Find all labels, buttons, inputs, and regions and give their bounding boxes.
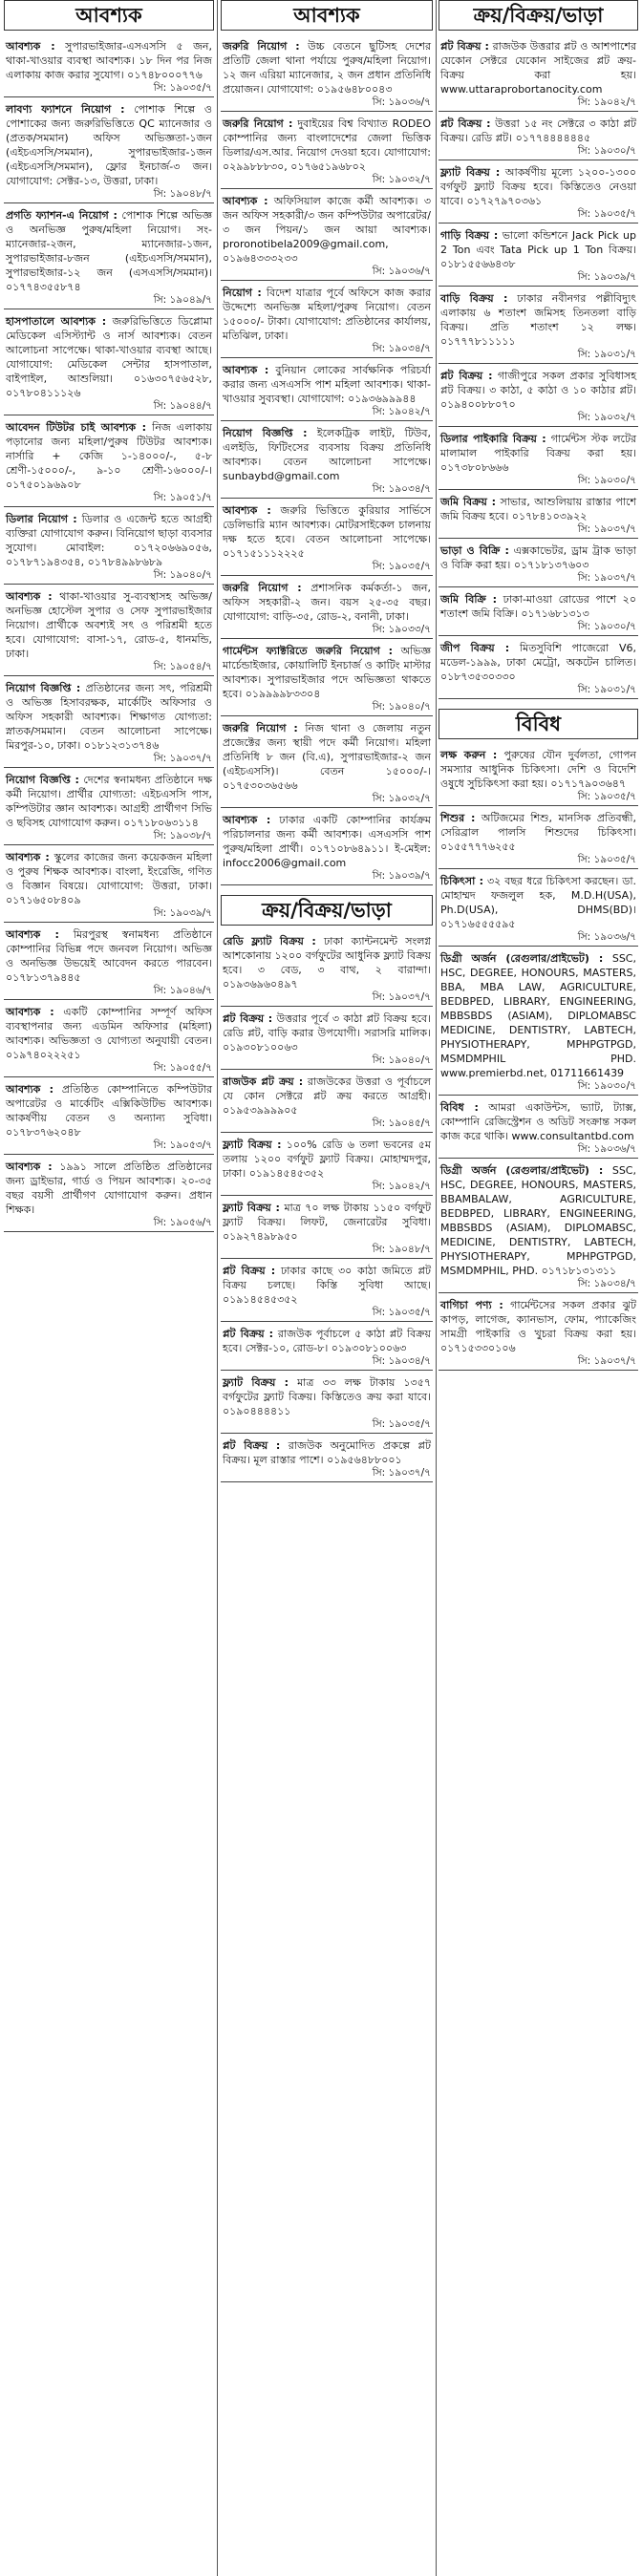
- section-header: আবশ্যক: [221, 0, 433, 31]
- ad-lead: আবশ্যক :: [6, 40, 55, 53]
- ad-reference: সি: ১৯০৪৯/৭: [153, 294, 212, 306]
- ad-lead: বিবিধ :: [440, 1101, 479, 1114]
- classified-ad: [221, 189, 433, 281]
- classified-ad: [439, 947, 638, 1096]
- ad-text: পুরুষের যৌন দুর্বলতা, গোপন সমস্যার আধুনিক চিকিৎসা। দেশি ও বিদেশি ওষুধে সুচিকিৎসা করা হয়। ০১৭১৭৯০৩৬৪৭: [440, 749, 636, 790]
- ad-text: ৩২ বছর ধরে চিকিৎসা করছেন। ডা. মোহাম্মদ ফজলুল হক, M.D.H(USA), Ph.D(USA), DHMS(BD)। ০১৭১৬৫৫৫৫৯৫: [440, 875, 637, 930]
- ad-text: গার্মেন্টসের সকল প্রকার ঝুট কাপড়, লাগেজ, ক্যানভাস, ফোম, প্যাকেজিং সামগ্রী পাইকারি ও খুচরা বিক্রয় করা হয়। ০১৭১৫৩৩০১০৬: [440, 1299, 636, 1354]
- ad-lead: গাড়ি বিক্রয় :: [440, 229, 499, 242]
- ad-text: বুনিয়ান লোকের সার্বক্ষনিক পরিচর্যা করার জন্য এসএসসি পাশ মহিলা আবশ্যক। থাকা-খাওয়ার সুব্যবস্থা। যোগাযোগ: ০১৯৩৬৯৯৯৪৪: [223, 364, 432, 405]
- ad-reference: সি: ১৯০৩৭/৭: [153, 753, 212, 764]
- ad-lead: প্লট বিক্রয় :: [223, 1328, 274, 1340]
- classified-ad: [221, 1371, 433, 1434]
- classified-ad: [4, 1155, 214, 1232]
- classified-ad: [4, 34, 214, 97]
- ad-text: ঢাকার কাছে ৩০ কাঠা জমিতে প্লট বিক্রয় চলছে। কিস্তি সুবিধা আছে। ০১৯১৪৫৪৫৩৫২: [223, 1265, 431, 1306]
- classified-ad: [439, 806, 638, 869]
- ad-lead: নিয়োগ বিজ্ঞপ্তি :: [6, 682, 81, 694]
- ad-text: পোশাক শিল্পে অভিজ্ঞ ও অনভিজ্ঞ পুরুষ/মহিলা নিয়োগ। সং-ম্যানেজার-২জন, ম্যানেজার-১জন, সুপারভাইজার-৮জন (এইচএসসি/সমমান), সুপারভাইজার-১২ জন (এসএসসি/সমমান)। ০১৭৭৪৩৫৫৮৭৪: [6, 209, 212, 293]
- ad-text: রাজউক পূর্বাচলে ৫ কাঠা প্লট বিক্রয় হবে। সেক্টর-১০, রোড-৮। ০১৯৩০৮১০০৬৩: [223, 1328, 431, 1354]
- ad-text: একটি কোম্পানির সম্পূর্ণ অফিস ব্যবস্থাপনার জন্য এডমিন অফিসার (মহিলা) আবশ্যক। অভিজ্ঞতা ও যোগ্যতা অনুযায়ী বেতন। ০১৯৭৪০২২২৫১: [6, 1006, 212, 1061]
- ad-text: উত্তরা ১৫ নং সেক্টরে ৩ কাঠা প্লট বিক্রয়। রেডি প্লট। ০১৭৭৪৪৪৪৪৪৫: [440, 117, 636, 144]
- column-1: [4, 0, 214, 1242]
- ad-text: সাভার, আশুলিয়ায় রাস্তার পাশে জমি বিক্রয় হবে। ০১৭৮৪১০৩৯২২: [440, 496, 636, 522]
- ad-lead: বাগিচা পণ্য :: [440, 1299, 503, 1311]
- classified-ad: [221, 1070, 433, 1133]
- ad-lead: আবশ্যক :: [6, 590, 53, 603]
- ad-reference: সি: ১৯০৪৮/৭: [153, 188, 212, 200]
- ad-text: SSC, HSC, DEGREE, HONOURS, MASTERS, BBAMBALAW, AGRICULTURE, BEDBPED, LIBRARY, ENGINEERING, MBBSBDS (ASIAM), DIPLOMABSC, MEDICINE, DENTISTRY, LABTECH, PHYSIOTHERAPY, MPHPGTPGD, MSMDMPHIL, PHD. ০১৭১৮১৩১৩১১: [440, 1164, 636, 1277]
- ad-reference: সি: ১৯০৩৪/৭: [372, 1355, 431, 1367]
- ad-lead: ফ্ল্যাট বিক্রয় :: [223, 1139, 282, 1151]
- ad-text: মাত্র ৭০ লক্ষ টাকায় ১১৫০ বর্গফুট ফ্ল্যাট বিক্রয়। লিফট, জেনারেটর সুবিধা। ০১৯২৭৪৯৮৯৫০: [223, 1202, 431, 1243]
- classified-ad: [221, 1434, 433, 1482]
- ad-text: স্কুলের কাজের জন্য কয়েকজন মহিলা ও পুরুষ শিক্ষক আবশ্যক। বাংলা, ইংরেজি, গণিত ও বিজ্ঞান বিষয়ে। যোগাযোগ: উত্তরা, ঢাকা। ০১৭১৬৫০৮৪০৯: [6, 851, 213, 906]
- classified-ad: [221, 112, 433, 189]
- column-3: [439, 0, 638, 1380]
- ad-text: গাজীপুরে সকল প্রকার সুবিধাসহ প্লট বিক্রয়। ৩ কাঠা, ৫ কাঠা ও ১০ কাঠার প্লট। ০১৯৪০০৮৮০৭০: [440, 370, 636, 411]
- classified-ad: [4, 309, 214, 415]
- classified-ad: [439, 34, 638, 112]
- ad-reference: সি: ১৯০৪২/৭: [372, 406, 431, 417]
- ad-reference: সি: ১৯০৩৫/৭: [153, 82, 212, 94]
- classified-ad: [439, 587, 638, 636]
- section-header: ক্রয়/বিক্রয়/ভাড়া: [221, 895, 433, 926]
- ad-text: ডিলার ও এজেন্ট হতে আগ্রহী ব্যক্তিরা যোগাযোগ করুন। বিনিয়োগ ছাড়া ব্যবসার সুযোগ। মোবাইল: ০১৭২০৬৬৯০৫৬, ০১৭৮৭১৯৪৩৫৪, ০১৭৮৪৯৯৮৬৮৯: [6, 513, 213, 568]
- classified-ad: [4, 507, 214, 585]
- ad-text: রাজউক উত্তরার প্লট ও আশপাশের যেকোন সেক্টরে যেকোন সাইজের প্লট ক্রয়-বিক্রয় করা হয়। www.uttaraprobortanocity.com: [440, 40, 637, 96]
- ad-reference: সি: ১৯০৩৭/৭: [577, 1355, 636, 1367]
- ad-reference: সি: ১৯০৩৭/৭: [372, 991, 431, 1003]
- ad-text: উত্তরার পূর্বে ৩ কাঠা প্লট বিক্রয় হবে। রেডি প্লট, বাড়ি করার উপযোগী। সরাসরি মালিক। ০১৯৩০৮১০০৬৩: [223, 1012, 431, 1054]
- ad-text: প্রশাসনিক কর্মকর্তা-১ জন, অফিস সহকারী-২ জন। বয়স ২৫-৩৫ বছর। যোগাযোগ: বাড়ি-৩৫, রোড-২, বনানী, ঢাকা।: [223, 582, 431, 623]
- ad-text: অটিজমের শিশু, মানসিক প্রতিবন্ধী, সেরিব্রাল পালসি শিশুদের চিকিৎসা। ০১৫৫৭৭৭৬২৫৫: [440, 812, 637, 853]
- classified-ad: [221, 281, 433, 358]
- ad-text: ঢাকা ক্যান্টনমেন্ট সংলগ্ন আশকোনায় ১২০০ বর্গফুটের আধুনিক ফ্ল্যাট বিক্রয় হবে। ৩ বেড, ৩ বাথ, ২ বারান্দা। ০১৯৩৬৯৬০৪৯৭: [223, 935, 432, 990]
- ad-reference: সি: ১৯০৩০/৭: [577, 145, 636, 157]
- ad-reference: সি: ১৯০৪০/৭: [153, 569, 212, 581]
- ad-reference: সি: ১৯০৪২/৭: [372, 1181, 431, 1192]
- classified-ad: [221, 1322, 433, 1371]
- ad-lead: ডিগ্রী অর্জন (রেগুলার/প্রাইভেট) :: [440, 1164, 604, 1177]
- ad-text: দেশের স্বনামধন্য প্রতিষ্ঠানে দক্ষ কর্মী নিয়োগ। প্রার্থীর যোগ্যতা: এইচএসসি পাস, কম্পিউটার জ্ঞান আবশ্যক। আগ্রহী প্রার্থীগণ সিভি ও ছবিসহ যোগাযোগ করুন। ০১৭১৮০৬৩১১৪: [6, 774, 212, 829]
- section-header: আবশ্যক: [4, 0, 214, 31]
- ad-lead: প্রগতি ফ্যাশন-এ নিয়োগ :: [6, 209, 118, 222]
- ad-reference: সি: ১৯০৩৭/৭: [577, 523, 636, 535]
- ad-lead: নিয়োগ বিজ্ঞপ্তি :: [223, 427, 308, 439]
- ad-lead: আবশ্যক :: [223, 814, 271, 826]
- ad-lead: ভাড়া ও বিক্রি :: [440, 544, 509, 557]
- ad-reference: সি: ১৯০৫৪/৭: [153, 661, 212, 672]
- ad-lead: লাবণ্য ফ্যাশনে নিয়োগ :: [6, 103, 125, 116]
- ad-text: ১৯৯১ সালে প্রতিষ্ঠিত প্রতিষ্ঠানের জন্য ড্রাইভার, গার্ড ও পিয়ন আবশ্যক। ২০-৩৫ বছর বয়সী প্রার্থীগণ যোগাযোগ করুন। প্রধান শিক্ষক।: [6, 1160, 212, 1216]
- ad-reference: সি: ১৯০৩২/৭: [372, 174, 431, 185]
- ad-text: জরুরি ভিত্তিতে কুরিয়ার সার্ভিসে ডেলিভারি ম্যান আবশ্যক। মোটরসাইকেল চালনায় দক্ষ হতে হবে। বেতন আলোচনা সাপেক্ষে। ০১৭১৫১১১২২২৫: [223, 504, 432, 560]
- section-header: ক্রয়/বিক্রয়/ভাড়া: [439, 0, 638, 31]
- classified-ad: [439, 636, 638, 699]
- classified-ad: [4, 415, 214, 507]
- ad-reference: সি: ১৯০৩০/৭: [577, 1080, 636, 1092]
- ad-text: ইলেকট্রিক লাইট, টিউব, এলইডি, ফিটিংসের ব্যবসায় বিক্রয় প্রতিনিধি আবশ্যক। বেতন আলোচনা সাপেক্ষে। sunbaybd@gmail.com: [223, 427, 431, 482]
- ad-lead: প্লট বিক্রয় :: [223, 1265, 276, 1277]
- ad-lead: ডিলার পাইকারি বিক্রয় :: [440, 433, 546, 445]
- ad-text: প্রতিষ্ঠানের জন্য সৎ, পরিশ্রমী ও অভিজ্ঞ হিসাবরক্ষক, মার্কেটিং অফিসার ও অফিস সহকারী আবশ্যক। শিক্ষাগত যোগ্যতা: স্নাতক/সমমান। বেতন আলোচনা সাপেক্ষে। মিরপুর-১০, ঢাকা। ০১৮১২৩১৩৭৪৬: [6, 682, 213, 752]
- ad-text: আমরা একাউন্টস, ভ্যাট, ট্যাক্স, কোম্পানি রেজিস্ট্রেশন ও অডিট সংক্রান্ত সকল কাজ করে থাকি। www.consultantbd.com: [440, 1101, 636, 1142]
- ad-reference: সি: ১৯০৩৮/৭: [153, 830, 212, 841]
- classified-ad: [4, 1077, 214, 1155]
- ad-text: নিজ এলাকায় পড়ানোর জন্য মহিলা/পুরুষ টিউটর আবশ্যক। নার্সারি + কেজি ১-১৪০০০/-, ৫-৮ শ্রেণী-১৫০০০/-, ৯-১০ শ্রেণী-১৬০০০/-। ০১৭৫০১৯৬৯০৮: [6, 421, 212, 491]
- column-2: [221, 0, 433, 1492]
- classified-ad: [221, 716, 433, 808]
- ad-lead: রাজউক প্লট ক্রয় :: [223, 1075, 304, 1088]
- ad-reference: সি: ১৯০৩২/৭: [577, 412, 636, 423]
- ad-lead: নিয়োগ বিজ্ঞপ্তি :: [6, 774, 79, 786]
- ad-text: রাজউকের উত্তরা ও পূর্বাচলে যে কোন সেক্টরে প্লট ক্রয় করতে আগ্রহী। ০১৯৫৩৯৯৯৯০৫: [223, 1075, 431, 1117]
- ad-lead: আবশ্যক :: [6, 1083, 54, 1096]
- ad-reference: সি: ১৯০৩৬/৭: [577, 931, 636, 943]
- ad-reference: সি: ১৯০৩৬/৭: [577, 1143, 636, 1155]
- classified-section: [221, 895, 433, 1482]
- ad-reference: সি: ১৯০৩৫/৭: [577, 854, 636, 865]
- classified-ad: [221, 499, 433, 576]
- ad-reference: সি: ১৯০৩৫/৭: [577, 791, 636, 802]
- ad-text: মিতসুবিশি পাজেরো V6, মডেল-১৯৯৯, ঢাকা মেট্রো, অকটেন চালিত। ০১৮৭৩৫৩০৩৩০: [440, 642, 636, 683]
- ad-reference: সি: ১৯০৪০/৭: [372, 1054, 431, 1066]
- ad-reference: সি: ১৯০৩৬/৭: [372, 266, 431, 277]
- ad-lead: জমি বিক্রি :: [440, 593, 498, 606]
- ad-lead: জরুরি নিয়োগ :: [223, 117, 293, 130]
- ad-lead: ফ্ল্যাট বিক্রয় :: [223, 1202, 280, 1214]
- ad-text: ঢাকার একটি কোম্পানির কার্যক্রম পরিচালনার জন্য কর্মী আবশ্যক। এসএসসি পাশ পুরুষ/মহিলা প্রার্থী। ০১৭১০৮৬৪৯১১। ই-মেইল: infocc2006@gmail.com: [223, 814, 432, 869]
- ad-lead: ডিলার নিয়োগ :: [6, 513, 77, 525]
- ad-reference: সি: ১৯০৪৫/৭: [372, 1118, 431, 1129]
- classified-ad: [439, 539, 638, 587]
- ad-reference: সি: ১৯০৫৬/৭: [153, 1217, 212, 1228]
- classified-ad: [4, 845, 214, 923]
- ad-lead: আবশ্যক :: [6, 1006, 54, 1018]
- ad-reference: সি: ১৯০৩৫/৭: [577, 208, 636, 220]
- ad-reference: সি: ১৯০৩৬/৭: [372, 96, 431, 108]
- classified-section: [439, 0, 638, 699]
- ad-lead: জরুরি নিয়োগ :: [223, 582, 302, 594]
- ad-text: ঢাকার নবীনগর পল্লীবিদ্যুৎ এলাকায় ৬ শতাংশ জমিসহ তিনতলা বাড়ি বিক্রয়। প্রতি শতাংশ ১২ লক্ষ। ০১৭৭৭৮১১১১১: [440, 292, 637, 348]
- classified-ad: [439, 869, 638, 947]
- ad-lead: প্লট বিক্রয় :: [440, 40, 489, 53]
- ad-lead: লক্ষ করুন :: [440, 749, 498, 761]
- classified-ad: [439, 1096, 638, 1159]
- ad-text: সুপারভাইজার-এসএসসি ৫ জন, থাকা-খাওয়ার ব্যবস্থা আবশ্যক। ১৮ দিন পর নিজ এলাকায় কাজ করার সুযোগ। ০১৭৪৮০০০৭৭৬: [6, 40, 212, 81]
- ad-reference: সি: ১৯০৩৯/৭: [153, 907, 212, 919]
- ad-list: [439, 743, 638, 1371]
- ad-text: প্রতিষ্ঠিত কোম্পানিতে কম্পিউটার অপারেটর ও মার্কেটিং এক্সিকিউটিভ আবশ্যক। আকর্ষণীয় বেতন ও অন্যান্য সুবিধা। ০১৭৮৩৭৬২০৪৮: [6, 1083, 212, 1139]
- ad-lead: প্লট বিক্রয় :: [223, 1012, 273, 1025]
- classified-section: [4, 0, 214, 1232]
- ad-text: রাজউক অনুমোদিত প্রকল্পে প্লট বিক্রয়। মূল রাস্তার পাশে। ০১৯৫৬৪৮৮০০১: [223, 1439, 432, 1466]
- ad-lead: আবশ্যক :: [223, 364, 269, 376]
- column-divider: [436, 0, 437, 2576]
- classified-ad: [439, 224, 638, 287]
- ad-reference: সি: ১৯০৪৪/৭: [153, 400, 212, 412]
- ad-text: আকর্ষণীয় মূল্যে ১২০০-১৩০০ বর্গফুট ফ্ল্যাট বিক্রয় হবে। কিস্তিতেও নেওয়া যাবে। ০১৭২৭৯৭০৩৬১: [440, 166, 637, 207]
- ad-list: [4, 34, 214, 1232]
- ad-text: বিদেশ যাত্রার পূর্বে অফিসে কাজ করার উদ্দেশ্যে অনভিজ্ঞ মহিলা/পুরুষ নিয়োগ। বেতন ১৫০০০/- টাকা। যোগাযোগ: প্রতিষ্ঠানের কার্যালয়, মতিঝিল, ঢাকা।: [223, 287, 431, 342]
- ad-reference: সি: ১৯০৪০/৭: [372, 701, 431, 713]
- ad-text: এক্সকাভেটর, ড্রাম ট্রাক ভাড়া ও বিক্রি করা হয়। ০১৭১৮১৩৭৬০৩: [440, 544, 636, 571]
- classified-ad: [439, 160, 638, 224]
- classified-ad: [4, 585, 214, 676]
- ad-lead: আবশ্যক :: [223, 504, 271, 517]
- ad-lead: প্লট বিক্রয় :: [223, 1439, 281, 1452]
- ad-reference: সি: ১৯০৩০/৭: [577, 621, 636, 632]
- ad-lead: ডিগ্রী অর্জন (রেগুলার/প্রাইভেট) :: [440, 952, 604, 965]
- classified-ad: [221, 1133, 433, 1196]
- ad-text: অভিজ্ঞ মার্চেন্ডাইজার, কোয়ালিটি ইনচার্জ ও কাটিং মাস্টার আবশ্যক। সুপারভাইজার পদে অভিজ্ঞতা থাকতে হবে। ০১৯৯৯৯৮৩৩০৪: [223, 645, 432, 700]
- classified-ad: [439, 1159, 638, 1293]
- ad-reference: সি: ১৯০৪২/৭: [577, 96, 636, 108]
- ad-list: [439, 34, 638, 699]
- ad-text: জরুরিভিত্তিতে ডিপ্লোমা মেডিকেল এসিস্ট্যান্ট ও নার্স আবশ্যক। বেতন আলোচনা সাপেক্ষে। থাকা-খাওয়ার ব্যবস্থা আছে। যোগাযোগ: মেডিকেল সেন্টার হাসপাতাল, বাইপাইল, আশুলিয়া। ০১৬৩০৭৫৬৫২৮, ০১৭৮০৪১১১২৬: [6, 315, 213, 399]
- ad-reference: সি: ১৯০৩৯/৭: [577, 271, 636, 283]
- ad-text: SSC, HSC, DEGREE, HONOURS, MASTERS, BBA, MBA LAW, AGRICULTURE, BEDBPED, LIBRARY, ENGINEERING, MBBSBDS (ASIAM), DIPLOMABSC MEDICINE, DENTISTRY, LABTECH, PHYSIOTHERAPY, MPHPGTPGD, MSMDMPHIL PHD. www.premierbd.net, 01711661439: [440, 952, 636, 1079]
- ad-lead: আবেদন টিউটর চাই আবশ্যক :: [6, 421, 147, 434]
- ad-reference: সি: ১৯০৪৬/৭: [153, 985, 212, 996]
- classified-ad: [4, 923, 214, 1000]
- ad-lead: রেডি ফ্ল্যাট বিক্রয় :: [223, 935, 316, 947]
- ad-lead: জরুরি নিয়োগ :: [223, 722, 298, 734]
- ad-lead: নিয়োগ :: [223, 287, 262, 299]
- classified-ad: [221, 1196, 433, 1259]
- ad-lead: জরুরি নিয়োগ :: [223, 40, 300, 53]
- classified-ad: [4, 97, 214, 203]
- column-divider: [217, 0, 218, 2576]
- classified-ad: [221, 1007, 433, 1070]
- ad-lead: আবশ্যক :: [223, 195, 268, 207]
- ad-reference: সি: ১৯০৩৪/৭: [372, 343, 431, 354]
- classified-ad: [439, 112, 638, 160]
- ad-lead: জীপ বিক্রয় :: [440, 642, 510, 654]
- ad-text: অফিসিয়াল কাজে কর্মী আবশ্যক। ৩ জন অফিস সহকারী/৩ জন কম্পিউটার অপারেটর/৩ জন পিয়ন/১ জন আয়া আবশ্যক। proronotibela2009@gmail.com, ০১৯৬৪৩৩৩২৩৩: [223, 195, 432, 265]
- ad-text: মিরপুরস্থ স্বনামধন্য প্রতিষ্ঠানে কোম্পানির বিভিন্ন পদে জনবল নিয়োগ। অভিজ্ঞ ও অনভিজ্ঞ উভয়েই আবেদন করতে পারবেন। ০১৭৮১৩৭৯৪৪৫: [6, 928, 213, 984]
- classified-ad: [4, 203, 214, 309]
- section-header: বিবিধ: [439, 709, 638, 739]
- ad-lead: আবশ্যক :: [6, 928, 59, 941]
- ad-text: ঢাকা-মাওয়া রোডের পাশে ২০ শতাংশ জমি বিক্রি। ০১৭১৬৮১৩১৩: [440, 593, 636, 620]
- classified-ad: [221, 1259, 433, 1322]
- ad-text: থাকা-খাওয়ার সু-ব্যবস্থাসহ অভিজ্ঞ/অনভিজ্ঞ হোস্টেল সুপার ও সেফ সুপারভাইজার নিয়োগ। প্রার্থীকে অবশ্যই সৎ ও পরিশ্রমী হতে হবে। যোগাযোগ: বাসা-১৭, রোড-৫, ধানমন্ডি, ঢাকা।: [6, 590, 213, 660]
- ad-lead: চিকিৎসা :: [440, 875, 483, 887]
- classified-ad: [221, 929, 433, 1007]
- ad-reference: সি: ১৯০৩৯/৭: [372, 870, 431, 882]
- classified-ad: [221, 358, 433, 421]
- ad-reference: সি: ১৯০৫৩/৭: [153, 1139, 212, 1151]
- ad-text: ১০০% রেডি ৬ তলা ভবনের ৫ম তলায় ১২০০ বর্গফুট ফ্ল্যাট বিক্রয়। মোহাম্মদপুর, ঢাকা। ০১৯১৪৫৪৫৩৫২: [223, 1139, 431, 1180]
- classified-ad: [221, 421, 433, 499]
- ad-reference: সি: ১৯০৩৪/৭: [372, 483, 431, 495]
- classified-section: [221, 0, 433, 885]
- ad-text: পোশাক শিল্পে ও পোশাকের জন্য জরুরিভিত্তিতে QC ম্যানেজার ও (প্রতক/সমমান) অফিস অভিজ্ঞতা-১জন (এইচএসসি/সমমান), সুপারভাইজার-১জন (এইচএসসি/সমমান), ফ্লোর ইনচার্জ-৩ জন। যোগাযোগ: সেক্টর-১৩, উত্তরা, ঢাকা।: [6, 103, 212, 187]
- classified-ad: [439, 490, 638, 539]
- ad-reference: সি: ১৯০৩৪/৭: [577, 1278, 636, 1289]
- ad-lead: ফ্ল্যাট বিক্রয় :: [440, 166, 501, 179]
- ad-text: গার্মেন্টস স্টক লটের মালামাল পাইকারি বিক্রয় করা হয়। ০১৭৩৮০৮৬৬৬: [440, 433, 637, 474]
- ad-lead: শিশুর :: [440, 812, 476, 824]
- ad-lead: প্লট বিক্রয় :: [440, 370, 493, 382]
- ad-reference: সি: ১৯০৩০/৭: [577, 475, 636, 486]
- classified-ad: [221, 576, 433, 639]
- ad-reference: সি: ১৯০৫১/৭: [153, 492, 212, 503]
- classified-ad: [439, 287, 638, 364]
- classified-section: [439, 709, 638, 1371]
- ad-reference: সি: ১৯০৩২/৭: [372, 793, 431, 804]
- ad-reference: সি: ১৯০৩১/৭: [577, 349, 636, 360]
- ad-list: [221, 929, 433, 1482]
- ad-lead: হাসপাতালে আবশ্যক :: [6, 315, 107, 328]
- classified-ad: [4, 1000, 214, 1077]
- classified-ad: [439, 743, 638, 806]
- ad-reference: সি: ১৯০৩৫/৭: [372, 1418, 431, 1430]
- classified-ad: [4, 768, 214, 845]
- classified-ad: [221, 639, 433, 716]
- ad-text: ভালো কন্ডিশনে Jack Pick up 2 Ton এবং Tata Pick up 1 Ton বিক্রয়। ০১৮১৫৫৬৬৪৩৮: [440, 229, 636, 270]
- ad-lead: জমি বিক্রয় :: [440, 496, 497, 508]
- ad-lead: বাড়ি বিক্রয় :: [440, 292, 508, 305]
- ad-reference: সি: ১৯০৩৫/৭: [372, 1307, 431, 1318]
- ad-lead: ফ্ল্যাট বিক্রয় :: [223, 1376, 289, 1389]
- classified-ad: [221, 808, 433, 885]
- ad-lead: আবশ্যক :: [6, 851, 50, 863]
- classified-ad: [439, 427, 638, 490]
- ad-text: নিজ থানা ও জেলায় নতুন প্রজেক্টের জন্য স্থায়ী পদে কর্মী নিয়োগ। মহিলা প্রতিনিধি ৮ জন (বি.এ), সুপারভাইজার-২ জন (এইচএসসি)। বেতন ১৫০০০/-। ০১৭৫৩০৩৬৫৬৬: [223, 722, 431, 792]
- classified-ad: [439, 364, 638, 427]
- ad-text: দুবাইয়ের বিশ্ব বিখ্যাত RODEO কোম্পানির জন্য বাংলাদেশের জেলা ভিত্তিক ডিলার/এস.আর. নিয়োগ দেওয়া হবে। যোগাযোগ: ০২৯৯৮৮৮৩০, ০১৭৬৫১৯৬৮০২: [223, 117, 431, 173]
- ad-lead: গার্মেন্টস ফ্যাক্টরিতে জরুরি নিয়োগ :: [223, 645, 394, 657]
- ad-reference: সি: ১৯০৩৭/৭: [372, 1467, 431, 1479]
- classified-ad: [439, 1293, 638, 1371]
- ad-lead: আবশ্যক :: [6, 1160, 53, 1173]
- ad-list: [221, 34, 433, 885]
- ad-text: উচ্চ বেতনে ছুটিসহ দেশের প্রতিটি জেলা থানা পর্যায়ে পুরুষ/মহিলা নিয়োগ। ১২ জন এরিয়া ম্যানেজার, ২ জন প্রধান প্রতিনিধি প্রয়োজন। যোগাযোগ: ০১৯৫৬৪৮০০৪৩: [223, 40, 431, 96]
- ad-reference: সি: ১৯০৩৫/৭: [372, 561, 431, 572]
- ad-reference: সি: ১৯০৫৫/৭: [153, 1062, 212, 1074]
- ad-reference: সি: ১৯০৩৭/৭: [577, 572, 636, 584]
- ad-reference: সি: ১৯০৩১/৭: [577, 684, 636, 695]
- ad-text: মাত্র ৩৩ লক্ষ টাকায় ১৩৫৭ বর্গফুটের ফ্ল্যাট বিক্রয়। কিস্তিতেও ক্রয় করা যাবে। ০১৯০৪৪৪৪১১: [223, 1376, 431, 1417]
- ad-reference: সি: ১৯০৩৩/৭: [372, 624, 431, 635]
- classified-ad: [221, 34, 433, 112]
- classified-ad: [4, 676, 214, 768]
- ad-reference: সি: ১৯০৪৮/৭: [372, 1244, 431, 1255]
- ad-lead: প্লট বিক্রয় :: [440, 117, 491, 130]
